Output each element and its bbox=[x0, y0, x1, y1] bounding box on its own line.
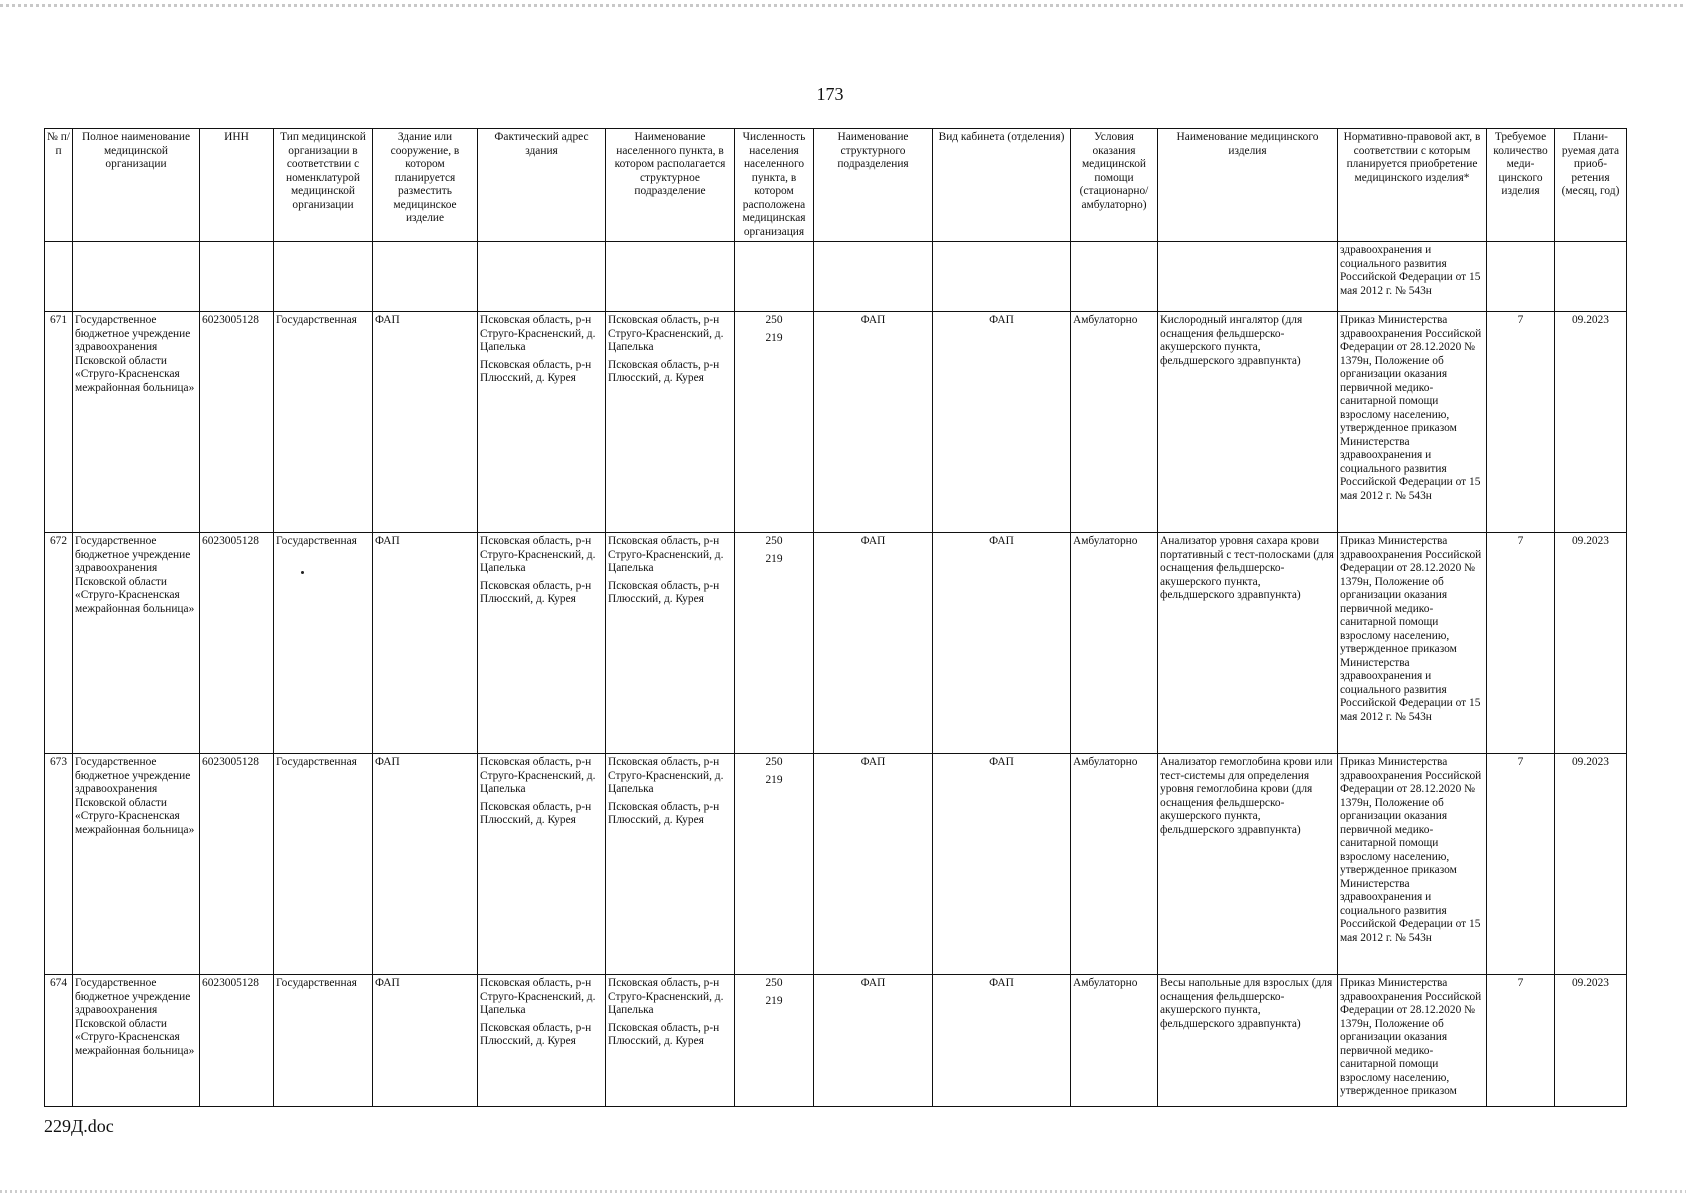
cell-address bbox=[478, 312, 606, 533]
cell-unit: ФАП bbox=[814, 312, 933, 533]
cell-cabinet: ФАП bbox=[933, 754, 1071, 975]
page-number: 173 bbox=[816, 84, 844, 104]
address-line-2: Псковская область, р-н Плюсский, д. Курея bbox=[480, 579, 592, 605]
table-row bbox=[45, 975, 1627, 1107]
header-num: № п/п bbox=[45, 129, 73, 242]
population-2: 219 bbox=[765, 331, 783, 344]
cell-inn: 6023005128 bbox=[200, 754, 274, 975]
cell-unit: ФАП bbox=[814, 754, 933, 975]
cell-device: Анализатор гемоглобина крови или тест-системы для определения уровня гемоглобина крови (для оснащения фельдшерско-акушерского пункта, фельдшерского здравпункта) bbox=[1158, 754, 1338, 975]
settlement-line-1: Псковская область, р-н Струго-Красненский, д. Цапелька bbox=[608, 756, 724, 795]
settlement-line-1: Псковская область, р-н Струго-Красненский, д. Цапелька bbox=[608, 314, 724, 353]
equipment-table bbox=[44, 128, 1627, 1107]
cell-device: Анализатор уровня сахара крови портативный с тест-полосками (для оснащения фельдшерско-акушерского пункта, фельдшерского здравпункта) bbox=[1158, 533, 1338, 754]
cell-org: Государственное бюджетное учреждение здравоохранения Псковской области «Струго-Красненская межрайонная больница» bbox=[73, 754, 200, 975]
header-org: Полное наименование медицинской организации bbox=[73, 129, 200, 242]
cell-act: Приказ Министерства здравоохранения Российской Федерации от 28.12.2020 № 1379н, Положение об организации оказания первичной медико-санитарной помощи взрослому населению, утвержденное приказом Министерства здравоохранения и социального развития Российской Федерации от 15 мая 2012 г. № 543н bbox=[1338, 312, 1487, 533]
cell-date: 09.2023 bbox=[1555, 312, 1627, 533]
cell-address bbox=[478, 533, 606, 754]
cell-inn: 6023005128 bbox=[200, 533, 274, 754]
cell-inn: 6023005128 bbox=[200, 975, 274, 1107]
cell-act: Приказ Министерства здравоохранения Российской Федерации от 28.12.2020 № 1379н, Положение об организации оказания первичной медико-санитарной помощи взрослому населению, утвержденное приказом Министерства здравоохранения и социального развития Российской Федерации от 15 мая 2012 г. № 543н bbox=[1338, 533, 1487, 754]
table-header-row bbox=[45, 129, 1627, 242]
address-line-2: Псковская область, р-н Плюсский, д. Курея bbox=[480, 1021, 592, 1047]
scan-artifact-top bbox=[0, 4, 1686, 7]
cell-building: ФАП bbox=[373, 312, 478, 533]
cell-conditions: Амбулаторно bbox=[1071, 533, 1158, 754]
cell-inn: 6023005128 bbox=[200, 312, 274, 533]
cell-date: 09.2023 bbox=[1555, 975, 1627, 1107]
cell-num: 673 bbox=[45, 754, 73, 975]
cell-qty: 7 bbox=[1487, 533, 1555, 754]
settlement-line-1: Псковская область, р-н Струго-Красненский, д. Цапелька bbox=[608, 535, 724, 574]
header-unit: Наименование структурного подразделения bbox=[814, 129, 933, 242]
header-qty: Требуемое количество меди-цинского изделия bbox=[1487, 129, 1555, 242]
cell-conditions: Амбулаторно bbox=[1071, 975, 1158, 1107]
settlement-line-2: Псковская область, р-н Плюсский, д. Курея bbox=[608, 1021, 720, 1047]
header-type: Тип медицинской организации в соответствии с номенклатурой медицинской организации bbox=[274, 129, 373, 242]
cell-cabinet: ФАП bbox=[933, 312, 1071, 533]
settlement-line-1: Псковская область, р-н Струго-Красненский, д. Цапелька bbox=[608, 977, 724, 1016]
cell-device: Весы напольные для взрослых (для оснащения фельдшерско-акушерского пункта, фельдшерского здравпункта) bbox=[1158, 975, 1338, 1107]
header-inn: ИНН bbox=[200, 129, 274, 242]
cell-population bbox=[735, 975, 814, 1107]
cell-num: 672 bbox=[45, 533, 73, 754]
population-2: 219 bbox=[765, 552, 783, 565]
address-line-1: Псковская область, р-н Струго-Красненский, д. Цапелька bbox=[480, 314, 596, 353]
settlement-line-2: Псковская область, р-н Плюсский, д. Курея bbox=[608, 358, 720, 384]
cell-settlement bbox=[606, 754, 735, 975]
header-conditions: Условия оказания медицинской помощи (стационарно/ амбулаторно) bbox=[1071, 129, 1158, 242]
cell-qty: 7 bbox=[1487, 975, 1555, 1107]
table-row-continuation bbox=[45, 242, 1627, 312]
cell-date: 09.2023 bbox=[1555, 754, 1627, 975]
cell-conditions: Амбулаторно bbox=[1071, 312, 1158, 533]
cell-qty: 7 bbox=[1487, 754, 1555, 975]
cell-org: Государственное бюджетное учреждение здравоохранения Псковской области «Струго-Красненская межрайонная больница» bbox=[73, 312, 200, 533]
cell-cabinet: ФАП bbox=[933, 533, 1071, 754]
cell-building: ФАП bbox=[373, 975, 478, 1107]
population-1: 250 bbox=[765, 314, 783, 326]
cell-type: Государственная bbox=[274, 312, 373, 533]
cell-building: ФАП bbox=[373, 754, 478, 975]
cell-num: 674 bbox=[45, 975, 73, 1107]
cell-address bbox=[478, 754, 606, 975]
table-row bbox=[45, 533, 1627, 754]
header-building: Здание или сооружение, в котором планируется разместить медицинское изделие bbox=[373, 129, 478, 242]
header-act: Нормативно-правовой акт, в соответствии с которым планируется приобретение медицинского изделия* bbox=[1338, 129, 1487, 242]
cell-unit: ФАП bbox=[814, 975, 933, 1107]
table-row bbox=[45, 754, 1627, 975]
table-row bbox=[45, 312, 1627, 533]
cell-type: Государственная bbox=[274, 754, 373, 975]
cell-type: Государственная bbox=[274, 533, 373, 754]
cell-cabinet: ФАП bbox=[933, 975, 1071, 1107]
header-device: Наименование медицинского изделия bbox=[1158, 129, 1338, 242]
cell-org: Государственное бюджетное учреждение здравоохранения Псковской области «Струго-Красненская межрайонная больница» bbox=[73, 975, 200, 1107]
cell-act: Приказ Министерства здравоохранения Российской Федерации от 28.12.2020 № 1379н, Положение об организации оказания первичной медико-санитарной помощи взрослому населению, утвержденное приказом bbox=[1338, 975, 1487, 1107]
cell-conditions: Амбулаторно bbox=[1071, 754, 1158, 975]
settlement-line-2: Псковская область, р-н Плюсский, д. Курея bbox=[608, 800, 720, 826]
cell-address bbox=[478, 975, 606, 1107]
header-population: Численность населения населенного пункта, в котором расположена медицинская организация bbox=[735, 129, 814, 242]
header-cabinet: Вид кабинета (отделения) bbox=[933, 129, 1071, 242]
cell-date: 09.2023 bbox=[1555, 533, 1627, 754]
cell-settlement bbox=[606, 312, 735, 533]
cell-settlement bbox=[606, 975, 735, 1107]
cell-num: 671 bbox=[45, 312, 73, 533]
scan-speck bbox=[301, 571, 304, 574]
cell-unit: ФАП bbox=[814, 533, 933, 754]
population-2: 219 bbox=[765, 994, 783, 1007]
cell-qty: 7 bbox=[1487, 312, 1555, 533]
population-2: 219 bbox=[765, 773, 783, 786]
cell-population bbox=[735, 754, 814, 975]
header-settlement: Наименование населенного пункта, в котором располагается структурное подразделение bbox=[606, 129, 735, 242]
scan-artifact-bottom bbox=[0, 1190, 1686, 1193]
cell-type: Государственная bbox=[274, 975, 373, 1107]
cell-act: Приказ Министерства здравоохранения Российской Федерации от 28.12.2020 № 1379н, Положение об организации оказания первичной медико-санитарной помощи взрослому населению, утвержденное приказом Министерства здравоохранения и социального развития Российской Федерации от 15 мая 2012 г. № 543н bbox=[1338, 754, 1487, 975]
address-line-1: Псковская область, р-н Струго-Красненский, д. Цапелька bbox=[480, 756, 596, 795]
cell-building: ФАП bbox=[373, 533, 478, 754]
address-line-1: Псковская область, р-н Струго-Красненский, д. Цапелька bbox=[480, 535, 596, 574]
population-1: 250 bbox=[765, 756, 783, 768]
address-line-2: Псковская область, р-н Плюсский, д. Курея bbox=[480, 800, 592, 826]
cell-population bbox=[735, 533, 814, 754]
header-date: Плани-руемая дата приоб-ретения (месяц, год) bbox=[1555, 129, 1627, 242]
address-line-2: Псковская область, р-н Плюсский, д. Курея bbox=[480, 358, 592, 384]
cell-act: здравоохранения и социального развития Российской Федерации от 15 мая 2012 г. № 543н bbox=[1338, 242, 1487, 312]
cell-org: Государственное бюджетное учреждение здравоохранения Псковской области «Струго-Красненская межрайонная больница» bbox=[73, 533, 200, 754]
settlement-line-2: Псковская область, р-н Плюсский, д. Курея bbox=[608, 579, 720, 605]
population-1: 250 bbox=[765, 977, 783, 989]
population-1: 250 bbox=[765, 535, 783, 547]
address-line-1: Псковская область, р-н Струго-Красненский, д. Цапелька bbox=[480, 977, 596, 1016]
cell-settlement bbox=[606, 533, 735, 754]
document-filename: 229Д.doc bbox=[44, 1116, 114, 1136]
header-address: Фактический адрес здания bbox=[478, 129, 606, 242]
cell-population bbox=[735, 312, 814, 533]
cell-device: Кислородный ингалятор (для оснащения фельдшерско-акушерского пункта, фельдшерского здравпункта) bbox=[1158, 312, 1338, 533]
